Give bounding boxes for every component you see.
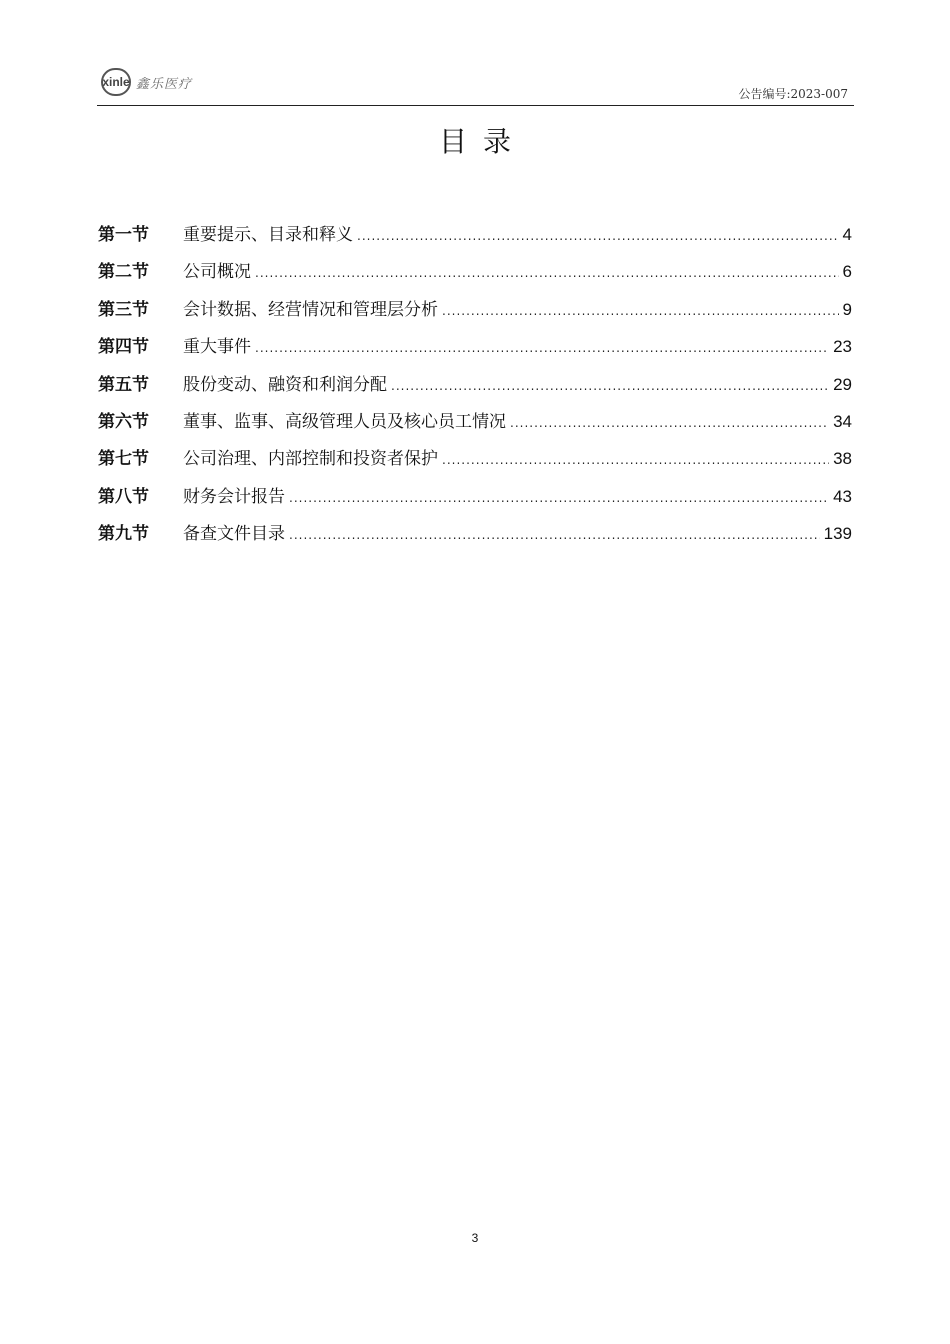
toc-section-number: 第九节 xyxy=(98,524,149,545)
page-number: 3 xyxy=(471,1231,479,1245)
toc-entry[interactable] xyxy=(98,370,852,407)
toc-page-number: 34 xyxy=(833,411,852,431)
toc-section-title: 备查文件目录 xyxy=(183,524,285,545)
toc-section-number: 第八节 xyxy=(98,486,149,507)
toc-section-title: 会计数据、经营情况和管理层分析 xyxy=(183,299,438,320)
toc-section-number: 第七节 xyxy=(98,449,149,470)
toc-leader-dots xyxy=(391,379,829,393)
toc-page-number: 23 xyxy=(833,337,852,357)
toc-page-number: 4 xyxy=(842,225,852,244)
toc-section-title: 董事、监事、高级管理人员及核心员工情况 xyxy=(183,411,506,432)
toc-leader-dots xyxy=(289,491,829,505)
toc-page-number: 139 xyxy=(823,524,852,544)
toc-page-number: 6 xyxy=(842,262,852,282)
notice-number: 公告编号:2023-007 xyxy=(738,87,848,101)
toc-page-number: 29 xyxy=(833,374,852,394)
toc-leader-dots xyxy=(289,528,820,542)
toc-section-number: 第四节 xyxy=(98,337,149,358)
company-logo xyxy=(101,66,192,98)
toc-entry[interactable] xyxy=(98,220,852,257)
toc-section-title: 重大事件 xyxy=(183,337,251,358)
toc-entry[interactable] xyxy=(98,407,852,444)
toc-section-number: 第三节 xyxy=(98,299,149,320)
toc-leader-dots xyxy=(510,416,829,430)
toc-leader-dots xyxy=(357,229,839,243)
page-header xyxy=(97,62,854,106)
toc-entry[interactable] xyxy=(98,444,852,481)
toc-entry[interactable] xyxy=(98,519,852,556)
page-title: 目录 xyxy=(438,125,527,158)
toc-section-number: 第一节 xyxy=(98,225,149,245)
toc-section-title: 公司概况 xyxy=(183,262,251,283)
toc-page-number: 43 xyxy=(833,486,852,506)
logo-text: 鑫乐医疗 xyxy=(136,76,193,92)
toc-section-title: 公司治理、内部控制和投资者保护 xyxy=(183,449,438,470)
toc-entry[interactable] xyxy=(98,295,852,332)
toc-leader-dots xyxy=(442,453,829,467)
toc-section-number: 第五节 xyxy=(98,374,149,395)
toc-page-number: 38 xyxy=(833,449,852,469)
toc-leader-dots xyxy=(255,341,829,355)
toc-leader-dots xyxy=(255,266,839,280)
toc-section-number: 第六节 xyxy=(98,411,149,432)
toc-section-title: 重要提示、目录和释义 xyxy=(183,225,353,245)
toc-section-title: 财务会计报告 xyxy=(183,486,285,507)
toc-leader-dots xyxy=(442,304,839,318)
table-of-contents xyxy=(98,220,852,557)
logo-mark: xinle xyxy=(101,68,131,96)
toc-entry[interactable] xyxy=(98,482,852,519)
toc-entry[interactable] xyxy=(98,332,852,369)
toc-entry[interactable] xyxy=(98,257,852,294)
toc-section-title: 股份变动、融资和利润分配 xyxy=(183,374,387,395)
toc-page-number: 9 xyxy=(842,299,852,319)
toc-section-number: 第二节 xyxy=(98,262,149,283)
